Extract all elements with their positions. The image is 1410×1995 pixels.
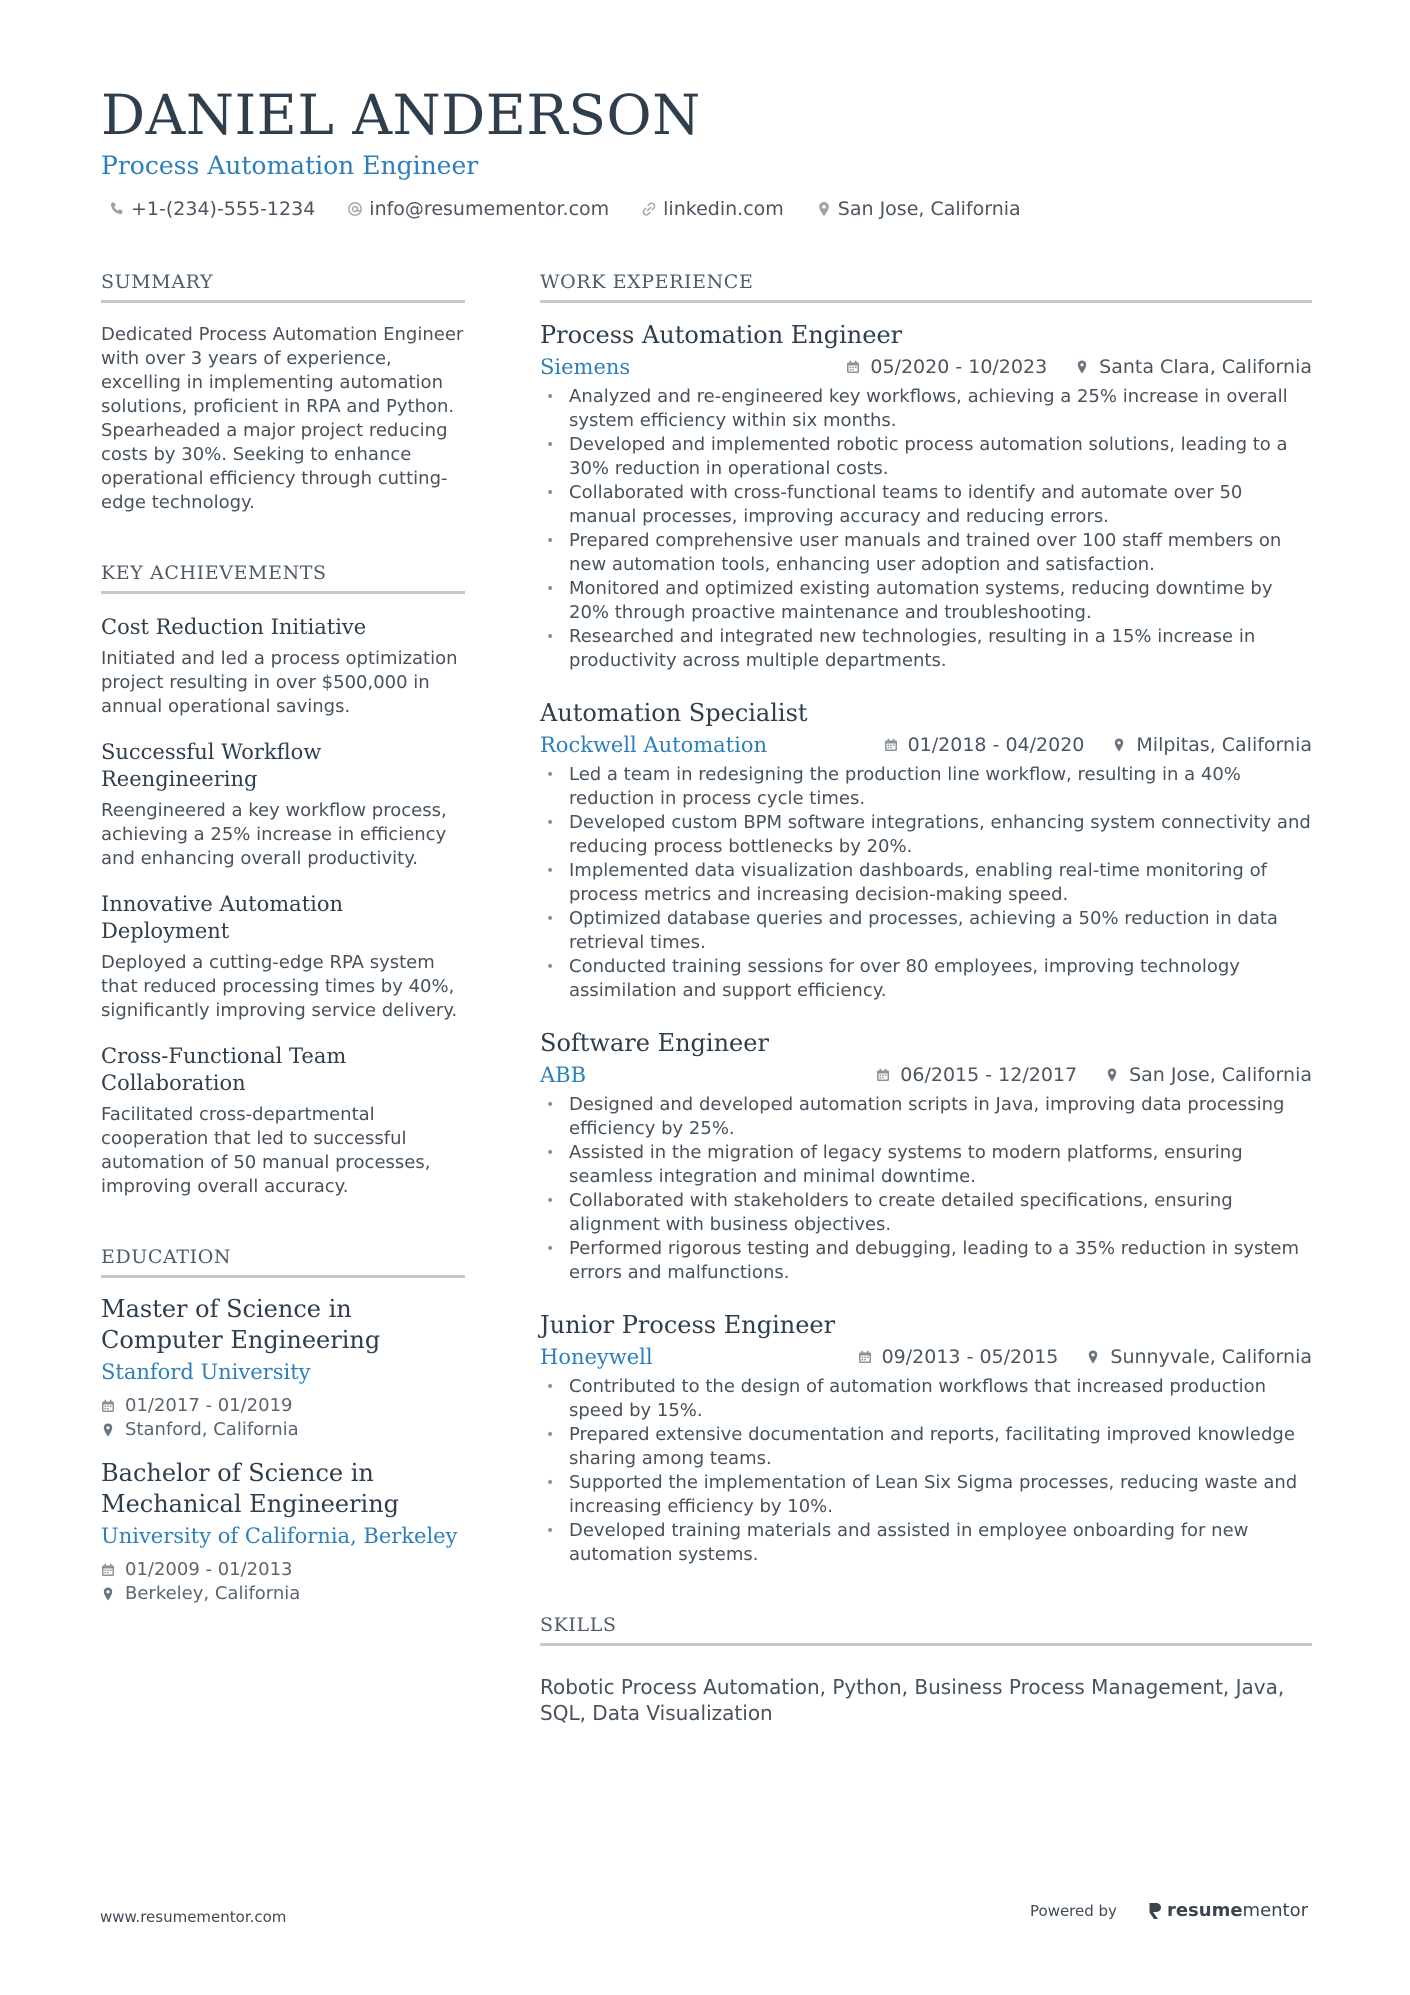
footer-website[interactable]: www.resumementor.com	[100, 1908, 287, 1926]
achievement-description: Initiated and led a process optimization project resulting in over $500,000 in annual operational savings.	[101, 648, 458, 717]
job-bullet: • Developed training materials and assisted in employee onboarding for new automation systems.	[540, 1519, 1312, 1567]
job-bullet-list	[540, 385, 1312, 673]
summary-divider	[101, 300, 465, 303]
calendar-icon	[858, 1350, 872, 1364]
job-bullet: • Led a team in redesigning the production line workflow, resulting in a 40% reduction in process cycle times.	[540, 763, 1312, 811]
right-column	[540, 268, 1312, 1726]
education-dates	[101, 1394, 465, 1418]
candidate-name: DANIEL ANDERSON	[101, 83, 701, 147]
achievement-description: Deployed a cutting-edge RPA system that reduced processing times by 40%, significantly improving service delivery.	[101, 952, 458, 1021]
education-location-text: Stanford, California	[125, 1419, 299, 1440]
job-title: Software Engineer	[540, 1029, 769, 1057]
job-bullet: • Prepared comprehensive user manuals and trained over 100 staff members on new automation tools, enhancing user adoption and satisfaction.	[540, 529, 1312, 577]
brand-name-light: mentor	[1242, 1900, 1309, 1921]
education-school: University of California, Berkeley	[101, 1524, 458, 1548]
calendar-icon	[101, 1563, 115, 1577]
job-bullet-list	[540, 763, 1312, 1003]
contact-email[interactable]	[347, 198, 609, 220]
job-location	[1112, 734, 1312, 756]
job-dates-text: 09/2013 - 05/2015	[881, 1346, 1059, 1368]
resume-header	[101, 82, 1045, 220]
skills-divider	[540, 1643, 1312, 1646]
education-degree: Bachelor of Science in Mechanical Engineering	[101, 1459, 400, 1518]
education-item	[101, 1294, 465, 1442]
phone-text: +1-(234)-555-1234	[131, 198, 316, 220]
job-dates	[884, 734, 1085, 756]
job-bullet-list	[540, 1375, 1312, 1567]
candidate-title: Process Automation Engineer	[101, 151, 479, 180]
job-bullet: • Performed rigorous testing and debugging, leading to a 35% reduction in system errors and malfunctions.	[540, 1237, 1312, 1285]
job-dates	[876, 1064, 1077, 1086]
experience-section	[540, 268, 1312, 1567]
job-dates-text: 06/2015 - 12/2017	[900, 1064, 1078, 1086]
experience-divider	[540, 300, 1312, 303]
skills-section	[540, 1611, 1312, 1726]
achievements-divider	[101, 591, 465, 594]
achievement-description: Reengineered a key workflow process, achieving a 25% increase in efficiency and enhancing overall productivity.	[101, 800, 447, 869]
job-company: Siemens	[540, 355, 631, 379]
job-entry	[540, 697, 1312, 1003]
location-pin-icon	[816, 201, 832, 217]
education-section	[101, 1243, 465, 1606]
link-icon	[641, 201, 657, 217]
job-entry	[540, 319, 1312, 673]
job-dates	[858, 1346, 1059, 1368]
education-dates-text: 01/2017 - 01/2019	[125, 1395, 293, 1416]
job-meta-row	[540, 1061, 1312, 1089]
job-company: Honeywell	[540, 1345, 653, 1369]
education-dates-text: 01/2009 - 01/2013	[125, 1559, 293, 1580]
job-company: ABB	[540, 1063, 587, 1087]
location-pin-icon	[101, 1423, 115, 1437]
job-bullet: • Developed and implemented robotic process automation solutions, leading to a 30% reduction in operational costs.	[540, 433, 1312, 481]
job-list	[540, 319, 1312, 1567]
achievement-title: Innovative Automation Deployment	[101, 892, 344, 943]
contact-location	[816, 198, 1021, 220]
job-bullet-list	[540, 1093, 1312, 1285]
achievement-item	[101, 739, 465, 871]
email-text[interactable]: info@resumementor.com	[369, 198, 610, 220]
education-location-text: Berkeley, California	[125, 1583, 301, 1604]
achievements-section	[101, 559, 465, 1199]
job-bullet: • Supported the implementation of Lean Six Sigma processes, reducing waste and increasing efficiency by 10%.	[540, 1471, 1312, 1519]
left-column	[101, 268, 465, 1606]
job-dates	[846, 356, 1047, 378]
job-bullet: • Optimized database queries and processes, achieving a 50% reduction in data retrieval times.	[540, 907, 1312, 955]
job-bullet: • Collaborated with stakeholders to create detailed specifications, ensuring alignment with business objectives.	[540, 1189, 1312, 1237]
education-location	[101, 1582, 465, 1606]
job-bullet: • Designed and developed automation scripts in Java, improving data processing efficiency by 25%.	[540, 1093, 1312, 1141]
location-pin-icon	[1105, 1068, 1119, 1082]
summary-section	[101, 268, 465, 515]
powered-by-label: Powered by	[1030, 1901, 1117, 1920]
job-bullet: • Prepared extensive documentation and reports, facilitating improved knowledge sharing among teams.	[540, 1423, 1312, 1471]
brand-logo-icon	[1147, 1901, 1163, 1921]
job-title: Process Automation Engineer	[540, 321, 903, 349]
location-pin-icon	[101, 1587, 115, 1601]
contact-linkedin[interactable]	[641, 198, 784, 220]
job-bullet: • Analyzed and re-engineered key workflows, achieving a 25% increase in overall system efficiency within six months.	[540, 385, 1312, 433]
job-location	[1075, 356, 1312, 378]
achievements-list	[101, 614, 465, 1199]
job-location-text: Sunnyvale, California	[1110, 1346, 1312, 1368]
job-entry	[540, 1027, 1312, 1285]
job-company: Rockwell Automation	[540, 733, 767, 757]
location-pin-icon	[1086, 1350, 1100, 1364]
job-bullet: • Implemented data visualization dashboards, enabling real-time monitoring of process metrics and increasing decision-making speed.	[540, 859, 1312, 907]
education-item	[101, 1458, 465, 1606]
job-dates-text: 01/2018 - 04/2020	[907, 734, 1085, 756]
contact-bar	[101, 198, 1045, 220]
job-location	[1105, 1064, 1312, 1086]
job-meta-row	[540, 1343, 1312, 1371]
at-icon	[347, 201, 363, 217]
education-degree: Master of Science in Computer Engineering	[101, 1295, 381, 1354]
job-entry	[540, 1309, 1312, 1567]
job-title: Junior Process Engineer	[540, 1311, 836, 1339]
calendar-icon	[876, 1068, 890, 1082]
education-location	[101, 1418, 465, 1442]
achievement-description: Facilitated cross-departmental cooperation that led to successful automation of 50 manual processes, improving overall accuracy.	[101, 1104, 431, 1197]
phone-icon	[109, 201, 125, 217]
skills-text: Robotic Process Automation, Python, Business Process Management, Java, SQL, Data Visualization	[540, 1675, 1285, 1725]
achievement-title: Successful Workflow Reengineering	[101, 740, 322, 791]
education-school: Stanford University	[101, 1360, 311, 1384]
job-location-text: Milpitas, California	[1136, 734, 1312, 756]
job-bullet: • Assisted in the migration of legacy systems to modern platforms, ensuring seamless integration and minimal downtime.	[540, 1141, 1312, 1189]
job-bullet: • Researched and integrated new technologies, resulting in a 15% increase in productivity across multiple departments.	[540, 625, 1312, 673]
job-location	[1086, 1346, 1312, 1368]
calendar-icon	[101, 1399, 115, 1413]
achievement-title: Cost Reduction Initiative	[101, 615, 367, 639]
location-pin-icon	[1075, 360, 1089, 374]
contact-phone	[109, 198, 315, 220]
education-list	[101, 1294, 465, 1606]
achievement-item	[101, 614, 465, 719]
summary-heading: SUMMARY	[101, 271, 214, 293]
location-pin-icon	[1112, 738, 1126, 752]
brand-logo[interactable]	[1147, 1900, 1308, 1921]
brand-name-bold: resume	[1166, 1900, 1243, 1921]
achievement-item	[101, 891, 465, 1023]
job-bullet: • Developed custom BPM software integrations, enhancing system connectivity and reducing process bottlenecks by 20%.	[540, 811, 1312, 859]
achievements-heading: KEY ACHIEVEMENTS	[101, 562, 327, 584]
experience-heading: WORK EXPERIENCE	[540, 271, 754, 293]
calendar-icon	[884, 738, 898, 752]
job-title: Automation Specialist	[540, 699, 808, 727]
job-location-text: Santa Clara, California	[1099, 356, 1312, 378]
job-bullet: • Conducted training sessions for over 80 employees, improving technology assimilation and support efficiency.	[540, 955, 1312, 1003]
education-divider	[101, 1275, 465, 1278]
education-dates	[101, 1558, 465, 1582]
skills-heading: SKILLS	[540, 1614, 617, 1636]
summary-text: Dedicated Process Automation Engineer with over 3 years of experience, excelling in implementing automation solutions, proficient in RPA and Python. Spearheaded a major project reducing costs by 30%. Seeking to enhance operational efficiency through cutting-edge technology.	[101, 324, 464, 513]
job-dates-text: 05/2020 - 10/2023	[870, 356, 1048, 378]
linkedin-text[interactable]: linkedin.com	[663, 198, 784, 220]
location-text: San Jose, California	[837, 198, 1021, 220]
job-bullet: • Collaborated with cross-functional teams to identify and automate over 50 manual processes, improving accuracy and reducing errors.	[540, 481, 1312, 529]
footer-brand-area	[1030, 1900, 1308, 1921]
job-meta-row	[540, 353, 1312, 381]
job-bullet: • Contributed to the design of automation workflows that increased production speed by 15%.	[540, 1375, 1312, 1423]
job-location-text: San Jose, California	[1129, 1064, 1312, 1086]
job-bullet: • Monitored and optimized existing automation systems, reducing downtime by 20% through proactive maintenance and troubleshooting.	[540, 577, 1312, 625]
job-meta-row	[540, 731, 1312, 759]
calendar-icon	[846, 360, 860, 374]
achievement-title: Cross-Functional Team Collaboration	[101, 1044, 347, 1095]
achievement-item	[101, 1043, 465, 1199]
education-heading: EDUCATION	[101, 1246, 232, 1268]
